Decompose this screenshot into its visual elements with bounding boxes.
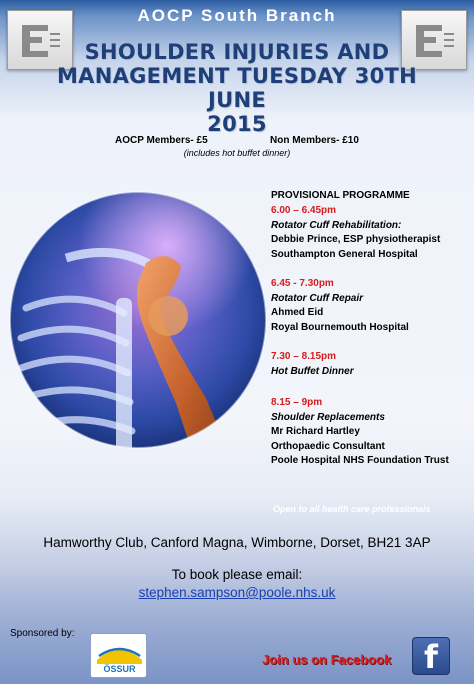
session-2 (271, 277, 409, 335)
ossur-logo (90, 633, 147, 678)
session-time: 6.00 – 6.45pm (271, 205, 337, 216)
session-location: Royal Bournemouth Hospital (271, 321, 409, 333)
session-3 (271, 350, 354, 379)
title-line-2: MANAGEMENT TUESDAY 30TH JUNE (56, 64, 418, 112)
facebook-text[interactable]: Join us on Facebook (262, 652, 392, 667)
session-topic: Rotator Cuff Repair (271, 292, 364, 304)
session-topic: Hot Buffet Dinner (271, 365, 354, 377)
venue-address: Hamworthy Club, Canford Magna, Wimborne, Dorset, BH21 3AP (43, 535, 431, 550)
session-1 (271, 204, 440, 262)
shoulder-xray-illustration (6, 188, 270, 452)
session-time: 6.45 - 7.30pm (271, 278, 334, 289)
price-note: (includes hot buffet dinner) (183, 148, 291, 158)
member-price: AOCP Members- £5 (115, 135, 208, 146)
session-location: Poole Hospital NHS Foundation Trust (271, 455, 449, 466)
non-member-price: Non Members- £10 (270, 135, 359, 146)
booking-email-link[interactable]: stephen.sampson@poole.nhs.uk (138, 585, 336, 600)
session-time: 7.30 – 8.15pm (271, 351, 337, 362)
open-to-all-note: Open to all health care professionals (273, 504, 431, 514)
event-title (50, 40, 424, 136)
facebook-icon[interactable]: f (412, 637, 450, 675)
session-speaker: Mr Richard Hartley (271, 426, 360, 437)
session-speaker: Debbie Prince, ESP physiotherapist (271, 234, 441, 245)
session-time: 8.15 – 9pm (271, 397, 323, 408)
session-4 (271, 396, 449, 469)
sponsored-by-label: Sponsored by: (10, 628, 75, 639)
session-speaker: Ahmed Eid (271, 307, 324, 318)
session-topic: Rotator Cuff Rehabilitation: (271, 219, 402, 231)
session-topic: Shoulder Replacements (271, 411, 385, 423)
programme-heading: PROVISIONAL PROGRAMME (271, 190, 410, 201)
session-role: Orthopaedic Consultant (271, 440, 385, 452)
sponsor-name: ÖSSUR (103, 664, 136, 674)
title-line-1: SHOULDER INJURIES AND (84, 40, 390, 64)
booking-prompt: To book please email: (171, 567, 303, 582)
session-location: Southampton General Hospital (271, 248, 418, 260)
branch-name: AOCP South Branch (137, 6, 337, 25)
title-line-3: 2015 (207, 112, 267, 136)
